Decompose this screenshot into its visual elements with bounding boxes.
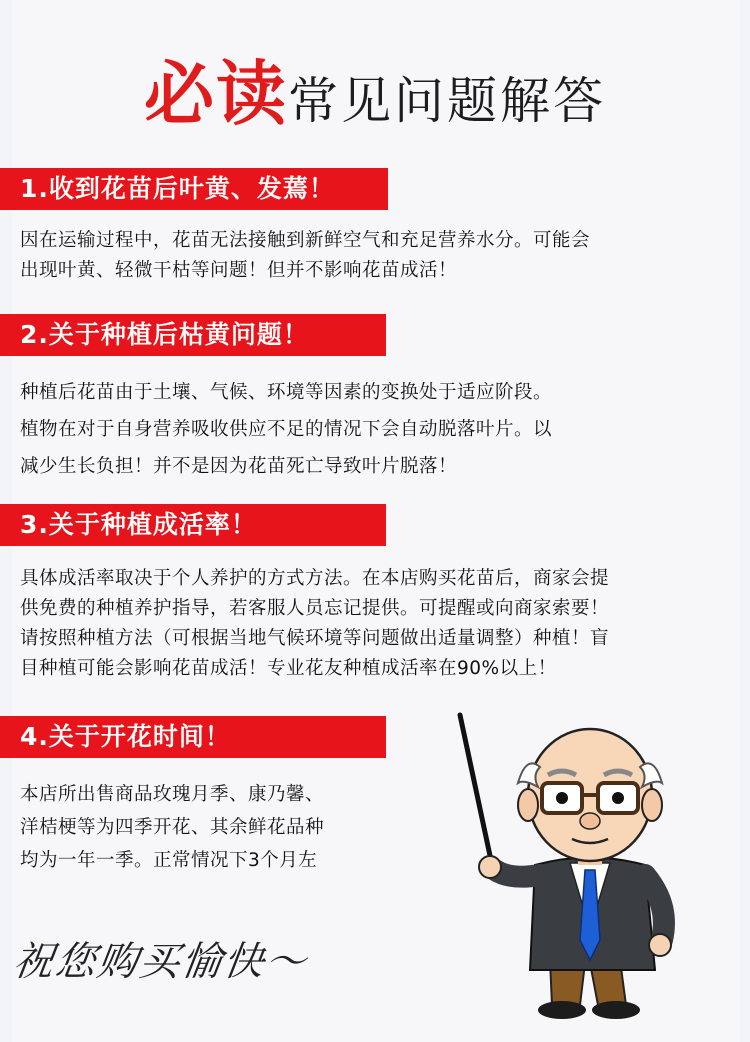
section-2-heading: 2.关于种植后枯黄问题！ — [0, 314, 386, 356]
handwritten-signature: 祝您购买愉快～ — [10, 939, 311, 985]
section-2-body — [20, 374, 552, 485]
section-3-line: 具体成活率取决于个人养护的方式方法。在本店购买花苗后，商家会提 — [20, 568, 610, 589]
section-2-line: 减少生长负担！并不是因为花苗死亡导致叶片脱落！ — [20, 456, 458, 477]
teacher-illustration — [440, 705, 740, 1035]
section-3-body — [20, 564, 609, 684]
section-1-body — [20, 226, 590, 286]
section-3-line: 目种植可能会影响花苗成活！专业花友种植成活率在90%以上！ — [20, 658, 557, 679]
section-2-line: 种植后花苗由于土壤、气候、环境等因素的变换处于适应阶段。 — [20, 382, 553, 403]
page-title — [0, 38, 750, 139]
title-highlight: 必读 — [144, 53, 288, 135]
section-1-line: 出现叶黄、轻微干枯等问题！但并不影响花苗成活！ — [20, 260, 458, 281]
section-4-line: 本店所出售商品玫瑰月季、康乃馨、 — [20, 784, 325, 805]
section-3-heading: 3.关于种植成活率！ — [0, 504, 386, 546]
section-2-line: 植物在对于自身营养吸收供应不足的情况下会自动脱落叶片。以 — [20, 419, 553, 440]
title-rest: 常见问题解答 — [288, 72, 606, 130]
section-4-line: 洋桔梗等为四季开花、其余鲜花品种 — [20, 817, 325, 838]
section-1-heading: 1.收到花苗后叶黄、发蔫！ — [0, 168, 388, 210]
section-3-line: 供免费的种植养护指导，若客服人员忘记提供。可提醒或向商家索要！ — [20, 598, 610, 619]
section-3-line: 请按照种植方法（可根据当地气候环境等问题做出适量调整）种植！盲 — [20, 628, 610, 649]
section-4-body — [20, 778, 324, 877]
section-4-heading: 4.关于开花时间！ — [0, 716, 386, 758]
section-4-line: 均为一年一季。正常情况下3个月左 — [20, 850, 318, 871]
section-1-line: 因在运输过程中，花苗无法接触到新鲜空气和充足营养水分。可能会 — [20, 230, 591, 251]
